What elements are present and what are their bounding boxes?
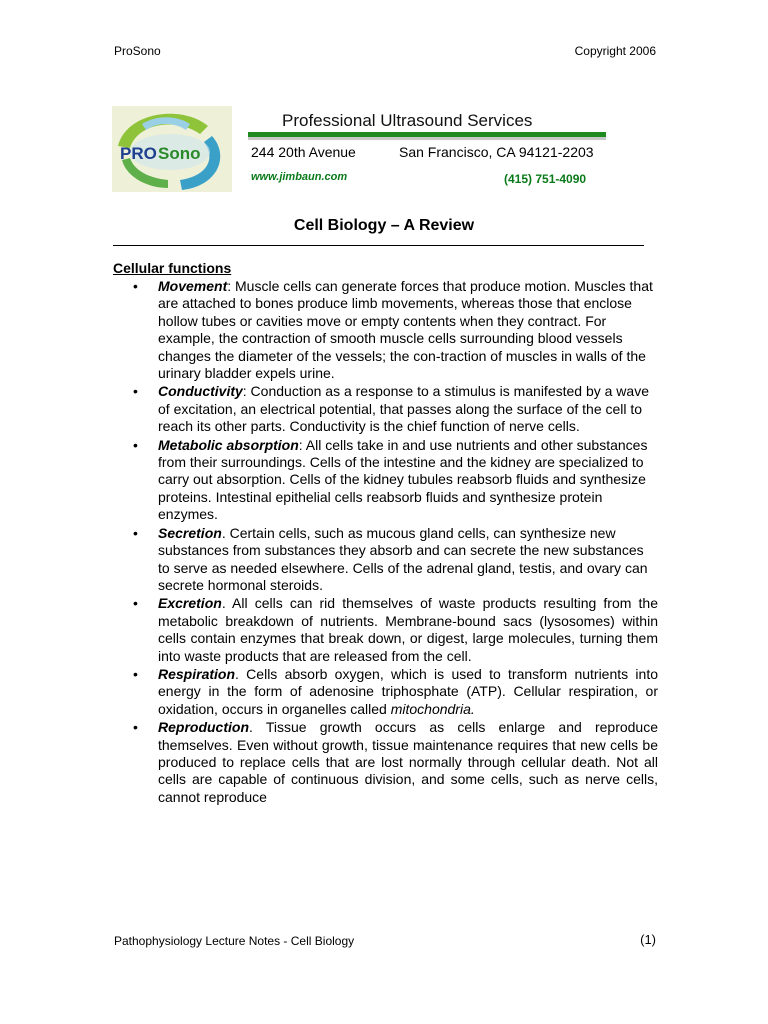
list-item-metabolic-absorption [113, 437, 658, 524]
item-text: Conduction as a response to a stimulus is manifested by a wave of excitation, an electrical potential, that passes along the surface of the cell to reach its other parts. Conductivity is the chief function of nerve cells. [158, 383, 649, 435]
item-separator: . [249, 719, 253, 736]
item-term: Reproduction [158, 719, 249, 736]
prosono-banner [112, 106, 652, 194]
item-term: Conductivity [158, 383, 243, 400]
banner-title: Professional Ultrasound Services [282, 111, 533, 130]
item-text: Muscle cells can generate forces that produce motion. Muscles that are attached to bones produce limb movements, whereas those that enclose hollow tubes or cavities move or empty contents when they contract. For example, the contraction of smooth muscle cells surrounding blood vessels changes the diameter of the vessels; the con-traction of muscles in walls of the urinary bladder expels urine. [158, 278, 653, 382]
item-separator: : [227, 278, 232, 294]
list-item-respiration [113, 666, 658, 718]
item-term: Respiration [158, 665, 236, 682]
svg-text:PRO: PRO [120, 144, 157, 163]
item-term: Movement [158, 278, 228, 294]
banner-gray-rule [248, 137, 606, 140]
footer-page-number: (1) [640, 932, 656, 947]
cellular-functions-list [113, 278, 658, 807]
title-rule [113, 245, 644, 246]
banner-address: 244 20th Avenue [251, 144, 356, 160]
item-text: All cells can rid themselves of waste products resulting from the metabolic breakdown of nutrients. Membrane-bound sacs (lysosomes) within cells contain enzymes that break down, or digest, large molecules, turning them into waste products that are released from the cell. [158, 595, 658, 664]
section-heading: Cellular functions [113, 260, 232, 276]
banner-city: San Francisco, CA 94121-2203 [399, 144, 594, 160]
list-item-excretion [113, 595, 658, 665]
svg-text:Sono: Sono [158, 144, 201, 163]
item-separator: . [221, 595, 226, 612]
bullet-icon: • [133, 436, 138, 453]
item-term: Secretion [158, 524, 222, 541]
item-text: All cells take in and use nutrients and other substances from their surroundings. Cells of the intestine and the kidney are specialized to carry out absorption. Cells of the kidney tubules reabsorb fluids and synthesize proteins. Intestinal epithelial cells reabsorb fluids and synthesize protein enzymes. [158, 436, 648, 523]
item-separator: . [235, 665, 239, 682]
item-separator: : [242, 383, 247, 400]
list-item-secretion [113, 525, 658, 595]
prosono-logo [112, 106, 232, 192]
bullet-icon: • [133, 278, 138, 294]
item-term: Excretion [158, 595, 222, 612]
bullet-icon: • [133, 665, 138, 682]
list-item-reproduction [113, 719, 658, 806]
prosono-logo-graphic [112, 106, 232, 192]
header-right: Copyright 2006 [574, 44, 656, 58]
bullet-icon: • [133, 383, 138, 400]
bullet-icon: • [133, 595, 138, 612]
banner-website: www.jimbaun.com [251, 171, 348, 183]
footer-left: Pathophysiology Lecture Notes - Cell Biology [114, 934, 355, 948]
header-left: ProSono [114, 44, 161, 58]
list-item-movement [113, 278, 658, 382]
bullet-icon: • [133, 524, 138, 541]
item-separator: . [221, 524, 226, 541]
item-text: Tissue growth occurs as cells enlarge and reproduce themselves. Even without growth, tissue maintenance requires that new cells be produced to replace cells that are lost normally through cellular death. Not all cells are capable of continuous division, and some cells, such as nerve cells, cannot reproduce [158, 719, 658, 805]
banner-phone: (415) 751-4090 [504, 172, 587, 186]
item-text-italic: mitochondria. [390, 700, 475, 717]
item-text: Cells absorb oxygen, which is used to transform nutrients into energy in the form of adenosine triphosphate (ATP). Cellular respiration, or oxidation, occurs in organelles called [158, 665, 658, 717]
item-term: Metabolic absorption [158, 436, 299, 453]
document-title: Cell Biology – A Review [293, 217, 475, 234]
item-separator: : [298, 436, 303, 453]
list-item-conductivity [113, 383, 658, 435]
bullet-icon: • [133, 719, 138, 736]
item-text: Certain cells, such as mucous gland cells, can synthesize new substances from substances they absorb and can secrete the new substances to serve as needed elsewhere. Cells of the adrenal gland, testis, and ovary can secrete hormonal steroids. [158, 524, 648, 593]
